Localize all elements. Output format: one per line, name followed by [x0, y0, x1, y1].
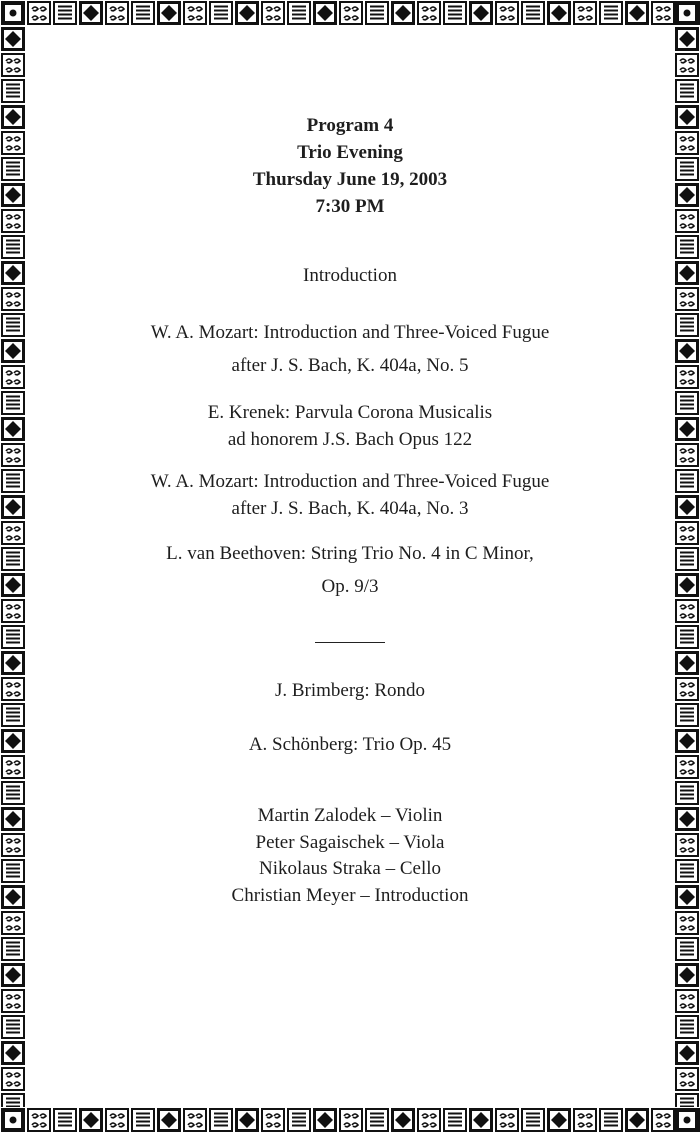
diamond-motif [1, 651, 25, 675]
spiral-motif [675, 131, 699, 155]
spiral-motif [675, 911, 699, 935]
spiral-motif [417, 1108, 441, 1132]
program-content [30, 112, 670, 909]
bar-motif [1, 157, 25, 181]
bar-motif [675, 235, 699, 259]
diamond-motif [235, 1108, 259, 1132]
diamond-motif [675, 729, 699, 753]
spiral-motif [651, 1, 675, 25]
piece-title: W. A. Mozart: Introduction and Three-Voiced Fugue [150, 322, 550, 343]
spiral-motif [339, 1, 363, 25]
spiral-motif [261, 1108, 285, 1132]
spiral-motif [339, 1108, 363, 1132]
bar-motif [675, 625, 699, 649]
spiral-motif [675, 521, 699, 545]
spiral-motif [1, 755, 25, 779]
diamond-motif [313, 1, 337, 25]
bar-motif [1, 79, 25, 103]
bar-motif [209, 1, 233, 25]
program-piece [30, 399, 670, 453]
spiral-motif [495, 1, 519, 25]
spiral-motif [675, 755, 699, 779]
bar-motif [1, 859, 25, 883]
spiral-motif [27, 1108, 51, 1132]
bar-motif [1, 313, 25, 337]
divider-line [315, 642, 385, 643]
spiral-motif [183, 1108, 207, 1132]
diamond-motif [469, 1108, 493, 1132]
diamond-motif [1, 807, 25, 831]
piece-title: E. Krenek: Parvula Corona Musicalis [207, 402, 493, 423]
bar-motif [675, 1015, 699, 1039]
program-time: 7:30 PM [315, 196, 385, 217]
bar-motif [287, 1, 311, 25]
bar-motif [53, 1108, 77, 1132]
bar-motif [365, 1108, 389, 1132]
diamond-motif [675, 183, 699, 207]
spiral-motif [1, 1067, 25, 1091]
diamond-motif [1, 105, 25, 129]
bar-motif [675, 79, 699, 103]
border-right [674, 26, 700, 1107]
bar-motif [287, 1108, 311, 1132]
spiral-motif [261, 1, 285, 25]
piece-subtitle: after J. S. Bach, K. 404a, No. 5 [231, 355, 469, 376]
diamond-motif [1, 729, 25, 753]
diamond-motif [547, 1108, 571, 1132]
spiral-motif [1, 677, 25, 701]
program-piece [30, 316, 670, 382]
diamond-motif [1, 885, 25, 909]
bar-motif [675, 1093, 699, 1107]
performer-entry: Martin Zalodek – Violin [257, 805, 443, 826]
spiral-motif [675, 677, 699, 701]
piece-subtitle: ad honorem J.S. Bach Opus 122 [227, 429, 473, 450]
bar-motif [521, 1, 545, 25]
bar-motif [521, 1108, 545, 1132]
diamond-motif [313, 1108, 337, 1132]
spiral-motif [675, 287, 699, 311]
program-title: Trio Evening [297, 142, 403, 163]
spiral-motif [651, 1108, 675, 1132]
bar-motif [1, 547, 25, 571]
piece-title: J. Brimberg: Rondo [274, 680, 426, 701]
bar-motif [675, 469, 699, 493]
introduction-label: Introduction [303, 265, 397, 286]
diamond-motif [391, 1108, 415, 1132]
program-header [30, 112, 670, 220]
bar-motif [1, 781, 25, 805]
bar-motif [1, 235, 25, 259]
program-piece [30, 537, 670, 603]
spiral-motif [675, 53, 699, 77]
bar-motif [599, 1, 623, 25]
diamond-motif [675, 339, 699, 363]
spiral-motif [1, 833, 25, 857]
diamond-motif [1, 495, 25, 519]
program-piece [30, 468, 670, 522]
piece-subtitle: after J. S. Bach, K. 404a, No. 3 [231, 498, 469, 519]
diamond-motif [675, 1041, 699, 1065]
diamond-motif [1, 183, 25, 207]
spiral-motif [573, 1, 597, 25]
corner-ornament-top-right [674, 0, 700, 26]
spiral-motif [1, 443, 25, 467]
performers-list [30, 803, 670, 909]
spiral-motif [1, 599, 25, 623]
performer-entry: Peter Sagaischek – Viola [255, 831, 445, 853]
diamond-motif [1, 261, 25, 285]
performer-entry: Nikolaus Straka – Cello [258, 858, 442, 879]
bar-motif [209, 1108, 233, 1132]
border-right-pattern [674, 26, 700, 1107]
performer-entry: Christian Meyer – Introduction [231, 884, 469, 906]
diamond-motif [625, 1108, 649, 1132]
program-number: Program 4 [306, 115, 394, 136]
bar-motif [675, 859, 699, 883]
bar-motif [1, 1093, 25, 1107]
bar-motif [675, 703, 699, 727]
diamond-motif [157, 1, 181, 25]
bar-motif [1, 469, 25, 493]
spiral-motif [675, 443, 699, 467]
spiral-motif [675, 833, 699, 857]
spiral-motif [1, 131, 25, 155]
bar-motif [675, 937, 699, 961]
diamond-motif [391, 1, 415, 25]
spiral-motif [675, 365, 699, 389]
diamond-motif [1, 417, 25, 441]
spiral-motif [1, 53, 25, 77]
spiral-motif [27, 1, 51, 25]
bar-motif [675, 391, 699, 415]
diamond-motif [1, 339, 25, 363]
diamond-motif [675, 573, 699, 597]
bar-motif [1, 703, 25, 727]
spiral-motif [1, 209, 25, 233]
bar-motif [675, 781, 699, 805]
diamond-motif [79, 1, 103, 25]
border-top [0, 0, 700, 26]
bar-motif [1, 1015, 25, 1039]
bar-motif [53, 1, 77, 25]
border-left [0, 26, 26, 1107]
diamond-motif [1, 1041, 25, 1065]
piece-title: A. Schönberg: Trio Op. 45 [248, 734, 452, 755]
spiral-motif [1, 287, 25, 311]
diamond-motif [157, 1108, 181, 1132]
spiral-motif [183, 1, 207, 25]
diamond-motif [625, 1, 649, 25]
spiral-motif [675, 599, 699, 623]
diamond-motif [469, 1, 493, 25]
piece-subtitle: Op. 9/3 [321, 576, 379, 597]
diamond-motif [1, 573, 25, 597]
diamond-motif [547, 1, 571, 25]
diamond-motif [1, 27, 25, 51]
bar-motif [131, 1, 155, 25]
bar-motif [675, 313, 699, 337]
diamond-motif [675, 261, 699, 285]
corner-ornament-bottom-right [674, 1107, 700, 1133]
bar-motif [1, 937, 25, 961]
spiral-motif [675, 209, 699, 233]
diamond-motif [675, 27, 699, 51]
diamond-motif [675, 495, 699, 519]
bar-motif [365, 1, 389, 25]
bar-motif [1, 391, 25, 415]
border-bottom [0, 1107, 700, 1133]
diamond-motif [235, 1, 259, 25]
spiral-motif [675, 989, 699, 1013]
diamond-motif [675, 885, 699, 909]
bar-motif [1, 625, 25, 649]
spiral-motif [105, 1108, 129, 1132]
spiral-motif [573, 1108, 597, 1132]
corner-ornament-bottom-left [0, 1107, 26, 1133]
spiral-motif [1, 911, 25, 935]
spiral-motif [1, 365, 25, 389]
piece-title: L. van Beethoven: String Trio No. 4 in C Minor, [166, 543, 534, 564]
diamond-motif [675, 807, 699, 831]
program-piece [30, 677, 670, 704]
spiral-motif [675, 1067, 699, 1091]
spiral-motif [105, 1, 129, 25]
program-piece [30, 731, 670, 758]
diamond-motif [79, 1108, 103, 1132]
program-date: Thursday June 19, 2003 [252, 169, 448, 190]
bar-motif [443, 1, 467, 25]
piece-title: W. A. Mozart: Introduction and Three-Voiced Fugue [150, 471, 550, 492]
spiral-motif [417, 1, 441, 25]
bar-motif [131, 1108, 155, 1132]
bar-motif [599, 1108, 623, 1132]
border-bottom-pattern [0, 1107, 700, 1133]
bar-motif [675, 157, 699, 181]
spiral-motif [495, 1108, 519, 1132]
bar-motif [443, 1108, 467, 1132]
diamond-motif [675, 417, 699, 441]
intermission-divider [30, 623, 670, 645]
diamond-motif [1, 963, 25, 987]
border-top-pattern [0, 0, 700, 26]
diamond-motif [675, 105, 699, 129]
border-left-pattern [0, 26, 26, 1107]
spiral-motif [1, 521, 25, 545]
spiral-motif [1, 989, 25, 1013]
diamond-motif [675, 651, 699, 675]
diamond-motif [675, 963, 699, 987]
corner-ornament-top-left [0, 0, 26, 26]
bar-motif [675, 547, 699, 571]
